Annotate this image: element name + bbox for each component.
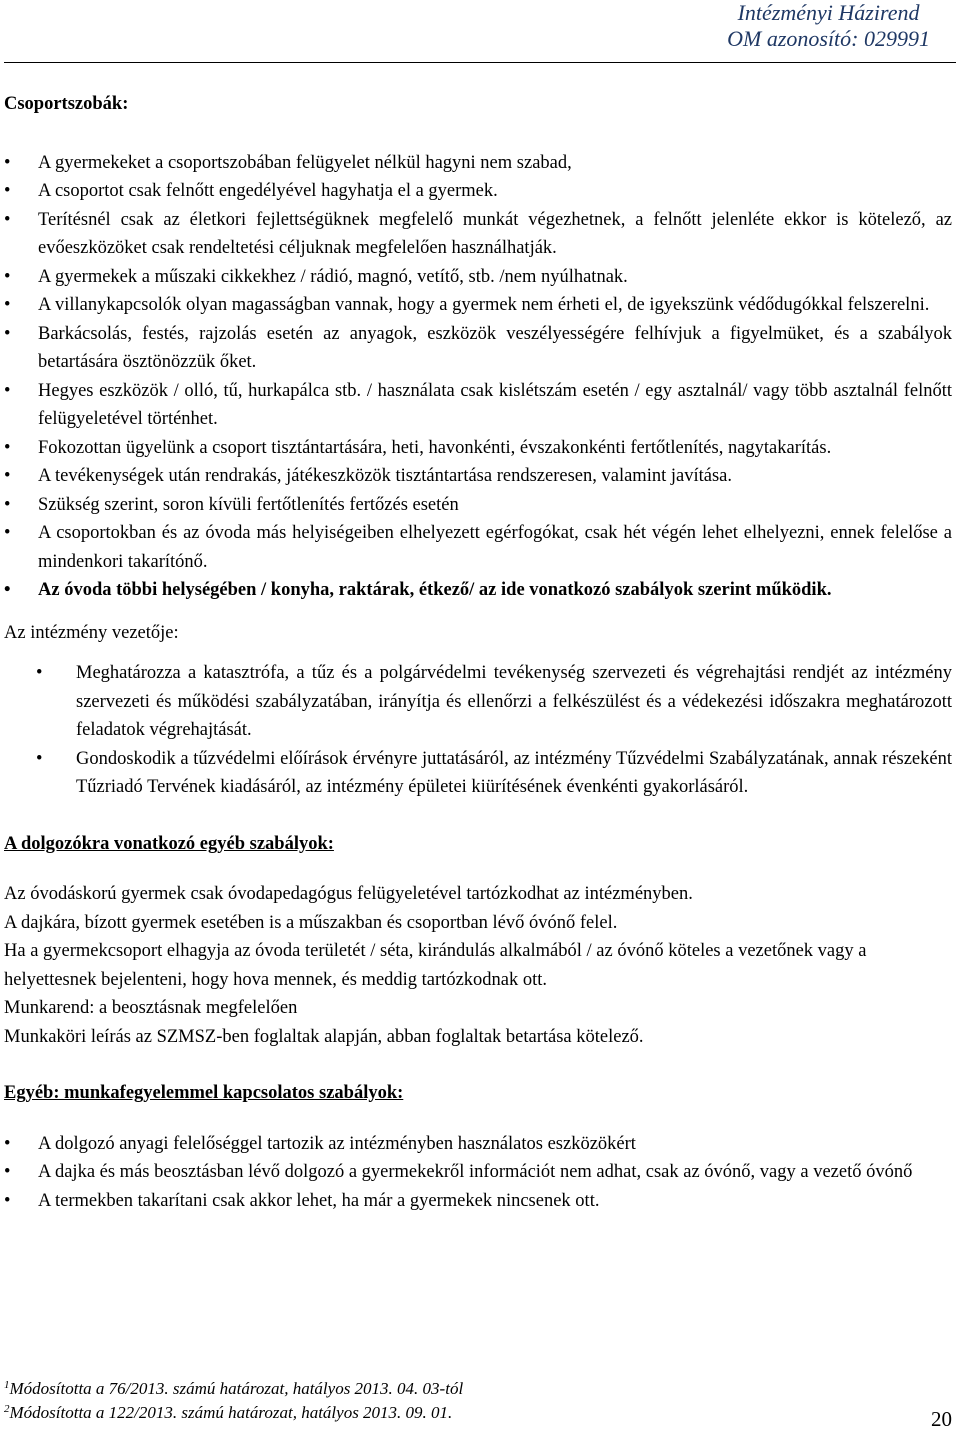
section-title-vezeto: Az intézmény vezetője: — [4, 622, 179, 643]
header-om-id: OM azonosító: 029991 — [727, 26, 930, 51]
bullet-icon: • — [4, 1190, 11, 1211]
bullet-icon: • — [4, 266, 11, 287]
list-item: • A termekben takarítani csak akkor lehet, ha már a gyermekek nincsenek ott. — [4, 1187, 952, 1216]
bullet-icon: • — [36, 663, 43, 683]
section-title-munkafegyelem: Egyéb: munkafegyelemmel kapcsolatos szabályok: — [4, 1083, 404, 1103]
footnote: $^1$Módosította a 76/2013. számú határozat, hatályos 2013. 04. 03-tól — [4, 1379, 464, 1398]
footnote: $^2$Módosította a 122/2013. számú határozat, hatályos 2013. 09. 01. — [4, 1403, 453, 1422]
csoportszobak-list — [4, 149, 952, 605]
paragraph: Az óvodáskorú gyermek csak óvodapedagógus felügyeletével tartózkodhat az intézményben. — [4, 884, 693, 904]
section-title-dolgozok: A dolgozókra vonatkozó egyéb szabályok: — [4, 833, 334, 854]
bullet-icon: • — [4, 437, 11, 458]
header-divider — [4, 62, 956, 63]
paragraph: Ha a gyermekcsoport elhagyja az óvoda területét / séta, kirándulás alkalmából / az óvónő köteles a vezetőnek vagy a helyettesnek bejelenteni, hogy hova mennek, és meddig tartózkodnak ott. — [4, 941, 867, 990]
vezeto-list — [4, 659, 952, 802]
list-item-bold: • Az óvoda többi helységében / konyha, raktárak, étkező/ az ide vonatkozó szabályok szerint működik. — [4, 576, 952, 605]
paragraph: Munkarend: a beosztásnak megfelelően — [4, 998, 298, 1018]
list-item: • A dolgozó anyagi felelőséggel tartozik az intézményben használatos eszközökért — [4, 1130, 952, 1159]
list-item: • A csoportot csak felnőtt engedélyével hagyhatja el a gyermek. — [4, 177, 952, 206]
bullet-icon: • — [4, 181, 11, 201]
bullet-icon: • — [4, 323, 11, 344]
list-item: • A villanykapcsolók olyan magasságban vannak, hogy a gyermek nem érheti el, de igyekszünk védődugókkal felszerelni. — [4, 291, 952, 320]
list-item: • Gondoskodik a tűzvédelmi előírások érvényre juttatásáról, az intézmény Tűzvédelmi Szabályzatának, annak részeként Tűzriadó Tervének kiadásáról, az intézmény épületei kiürítésének évenkénti gyakorlásáról. — [4, 745, 952, 802]
list-item: • Szükség szerint, soron kívüli fertőtlenítés fertőzés esetén — [4, 491, 952, 520]
document-body — [4, 90, 952, 1215]
dolgozok-paragraphs — [4, 880, 952, 1051]
bullet-icon: • — [4, 209, 11, 230]
bullet-icon: • — [4, 523, 11, 543]
header-title: Intézményi Házirend — [737, 0, 920, 25]
page-header — [727, 0, 930, 52]
bullet-icon: • — [36, 748, 43, 769]
bullet-icon: • — [4, 1133, 11, 1154]
bullet-icon: • — [4, 380, 11, 401]
bullet-icon: • — [4, 295, 11, 315]
bullet-icon: • — [4, 580, 11, 600]
list-item: • A csoportokban és az óvoda más helyiségeiben elhelyezett egérfogókat, csak hét végén lehet elhelyezni, ennek felelőse a mindenkori takarítónő. — [4, 519, 952, 576]
list-item: • A gyermekek a műszaki cikkekhez / rádió, magnó, vetítő, stb. /nem nyúlhatnak. — [4, 263, 952, 292]
paragraph: A dajkára, bízott gyermek esetében is a műszakban és csoportban lévő óvónő felel. — [4, 912, 618, 933]
list-item: • Terítésnél csak az életkori fejlettségüknek megfelelő munkát végezhetnek, a felnőtt jelenléte ekkor is kötelező, az evőeszközöket csak rendeltetési céljuknak megfelelően használhatják. — [4, 206, 952, 263]
list-item: • Meghatározza a katasztrófa, a tűz és a polgárvédelmi tevékenység szervezeti és végrehajtási rendjét az intézmény szervezeti és működési szabályzatában, irányítja és ellenőrzi a felkészülést és a védekezési időszakra meghatározott feladatok végrehajtását. — [4, 659, 952, 745]
list-item: • A gyermekeket a csoportszobában felügyelet nélkül hagyni nem szabad, — [4, 149, 952, 178]
list-item: • Barkácsolás, festés, rajzolás esetén az anyagok, eszközök veszélyességére felhívjuk a figyelmüket, és a szabályok betartására ösztönözzük őket. — [4, 320, 952, 377]
paragraph: Munkaköri leírás az SZMSZ-ben foglaltak alapján, abban foglaltak betartása kötelező. — [4, 1026, 644, 1047]
list-item: • A dajka és más beosztásban lévő dolgozó a gyermekekről információt nem adhat, csak az óvónő, vagy a vezető óvónő — [4, 1158, 952, 1187]
bullet-icon: • — [4, 494, 11, 515]
bullet-icon: • — [4, 152, 11, 173]
bullet-icon: • — [4, 1162, 11, 1182]
bullet-icon: • — [4, 466, 11, 486]
section-title-csoportszobak: Csoportszobák: — [4, 94, 129, 114]
list-item: • Fokozottan ügyelünk a csoport tisztántartására, heti, havonkénti, évszakonkénti fertőtlenítés, nagytakarítás. — [4, 434, 952, 463]
list-item: • Hegyes eszközök / olló, tű, hurkapálca stb. / használata csak kislétszám esetén / egy asztalnál/ vagy több asztalnál felnőtt felügyeletével történhet. — [4, 377, 952, 434]
page-number: 20 — [931, 1407, 952, 1431]
munkafegyelem-list — [4, 1130, 952, 1216]
footnotes — [4, 1375, 952, 1423]
list-item: • A tevékenységek után rendrakás, játékeszközök tisztántartása rendszeresen, valamint javítása. — [4, 462, 952, 491]
